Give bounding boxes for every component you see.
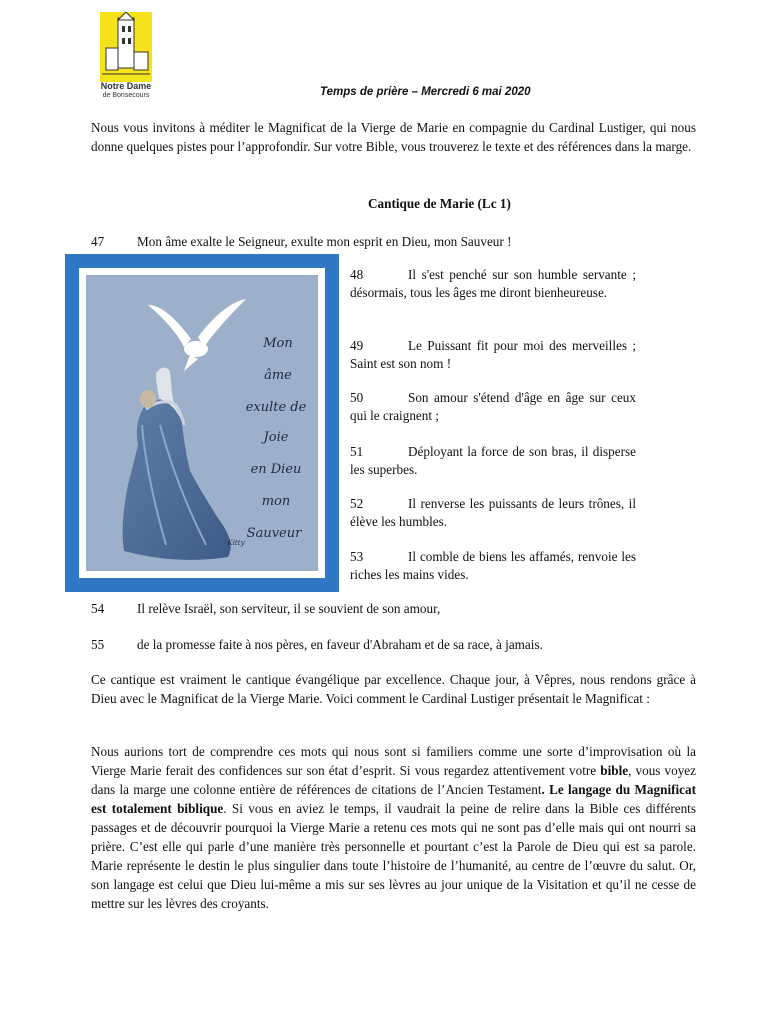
- praying-woman-figure: [123, 367, 231, 559]
- svg-text:Notre Dame: Notre Dame: [100, 81, 152, 91]
- image-word: âme: [264, 368, 292, 383]
- verse-number: 53: [350, 549, 364, 564]
- quote-text: . Si vous en aviez le temps, il vaudrait la peine de relire dans la Bible ces différents passages et de découvrir pourquoi la Vierge Marie a retenu ces mots qui ne sont pas d’elle mais qui ont nourri sa prière. C’est elle qui parle d’une manière très personnelle et pourtant c’est la Parole de Dieu qui est sa parole. Marie représente le destin le plus singulier dans toute l’histoire de l’humanité, au centre de l’œuvre du salut. Or, son langage est celui que Dieu lui-même a mis sur ses lèvres au jour unique de la Visitation et qu’il ne cesse de mettre sur les lèvres des croyants.: [91, 801, 696, 911]
- page-title: Temps de prière – Mercredi 6 mai 2020: [320, 86, 531, 98]
- verse-text: Il relève Israël, son serviteur, il se souvient de son amour,: [137, 601, 441, 616]
- image-word: exulte de: [245, 400, 307, 415]
- verse-text: Déployant la force de son bras, il disperse les superbes.: [350, 444, 636, 477]
- verse-51: [350, 443, 636, 479]
- verse-number: 47: [91, 234, 105, 249]
- quote-text: , vous voyez dans la marge une colonne entière de références de citations de l’Ancien Testament: [91, 763, 696, 797]
- image-word: Joie: [263, 430, 289, 445]
- verse-55: [91, 636, 543, 654]
- verse-48: [350, 266, 636, 302]
- praying-figure-illustration: [86, 275, 318, 571]
- verse-52: [350, 495, 636, 531]
- svg-text:de Bonsecours: de Bonsecours: [102, 92, 150, 98]
- verse-50: [350, 389, 636, 425]
- verse-number: 51: [350, 444, 364, 459]
- commentary-paragraph: Ce cantique est vraiment le cantique évangélique par excellence. Chaque jour, à Vêpres, nous rendons grâce à Dieu avec le Magnificat de la Vierge Marie. Voici comment le Cardinal Lustiger présentait le Magnificat :: [91, 672, 696, 706]
- verse-text: Son amour s'étend d'âge en âge sur ceux qui le craignent ;: [350, 390, 636, 423]
- verse-text: Il comble de biens les affamés, renvoie les riches les mains vides.: [350, 549, 636, 582]
- verse-number: 50: [350, 390, 364, 405]
- magnificat-illustration: [65, 254, 339, 592]
- parish-logo: [100, 12, 152, 98]
- verse-49: [350, 337, 636, 373]
- verse-number: 54: [91, 601, 105, 616]
- verse-text: Mon âme exalte le Seigneur, exulte mon esprit en Dieu, mon Sauveur !: [137, 234, 512, 249]
- verse-54: [91, 600, 440, 618]
- quote-bold-bible: bible: [600, 763, 629, 778]
- artist-signature: Kitty: [227, 539, 245, 547]
- cantique-title: Cantique de Marie (Lc 1): [368, 196, 511, 211]
- image-word: Mon: [263, 336, 293, 351]
- quote-text: Nous aurions tort de comprendre ces mots qui nous sont si familiers comme une sorte d’improvisation où la Vierge Marie ferait des confidences sur son état d’esprit. Si vous regardez attentivement votre: [91, 744, 696, 778]
- image-word: mon: [261, 494, 291, 509]
- verse-53: [350, 548, 636, 584]
- image-word: en Dieu: [250, 462, 302, 477]
- verse-number: 48: [350, 267, 364, 282]
- intro-paragraph: Nous vous invitons à méditer le Magnificat de la Vierge de Marie en compagnie du Cardinal Lustiger, qui nous donne quelques pistes pour l’approfondir. Sur votre Bible, vous trouverez le texte et des références dans la marge.: [91, 120, 696, 154]
- verse-number: 55: [91, 637, 105, 652]
- verse-text: Il s'est penché sur son humble servante ; désormais, tous les âges me diront bienheureuse.: [350, 267, 636, 300]
- image-word: Sauveur: [246, 526, 302, 541]
- verse-text: Il renverse les puissants de leurs trônes, il élève les humbles.: [350, 496, 636, 529]
- verse-number: 52: [350, 496, 364, 511]
- verse-number: 49: [350, 338, 364, 353]
- verse-text: de la promesse faite à nos pères, en faveur d'Abraham et de sa race, à jamais.: [137, 637, 543, 652]
- quote-bold-statement: . Le langage du Magnificat est totalement biblique: [91, 782, 697, 816]
- verse-text: Le Puissant fit pour moi des merveilles ; Saint est son nom !: [350, 338, 636, 371]
- dove-icon: [148, 299, 246, 371]
- lustiger-quote: [91, 742, 696, 913]
